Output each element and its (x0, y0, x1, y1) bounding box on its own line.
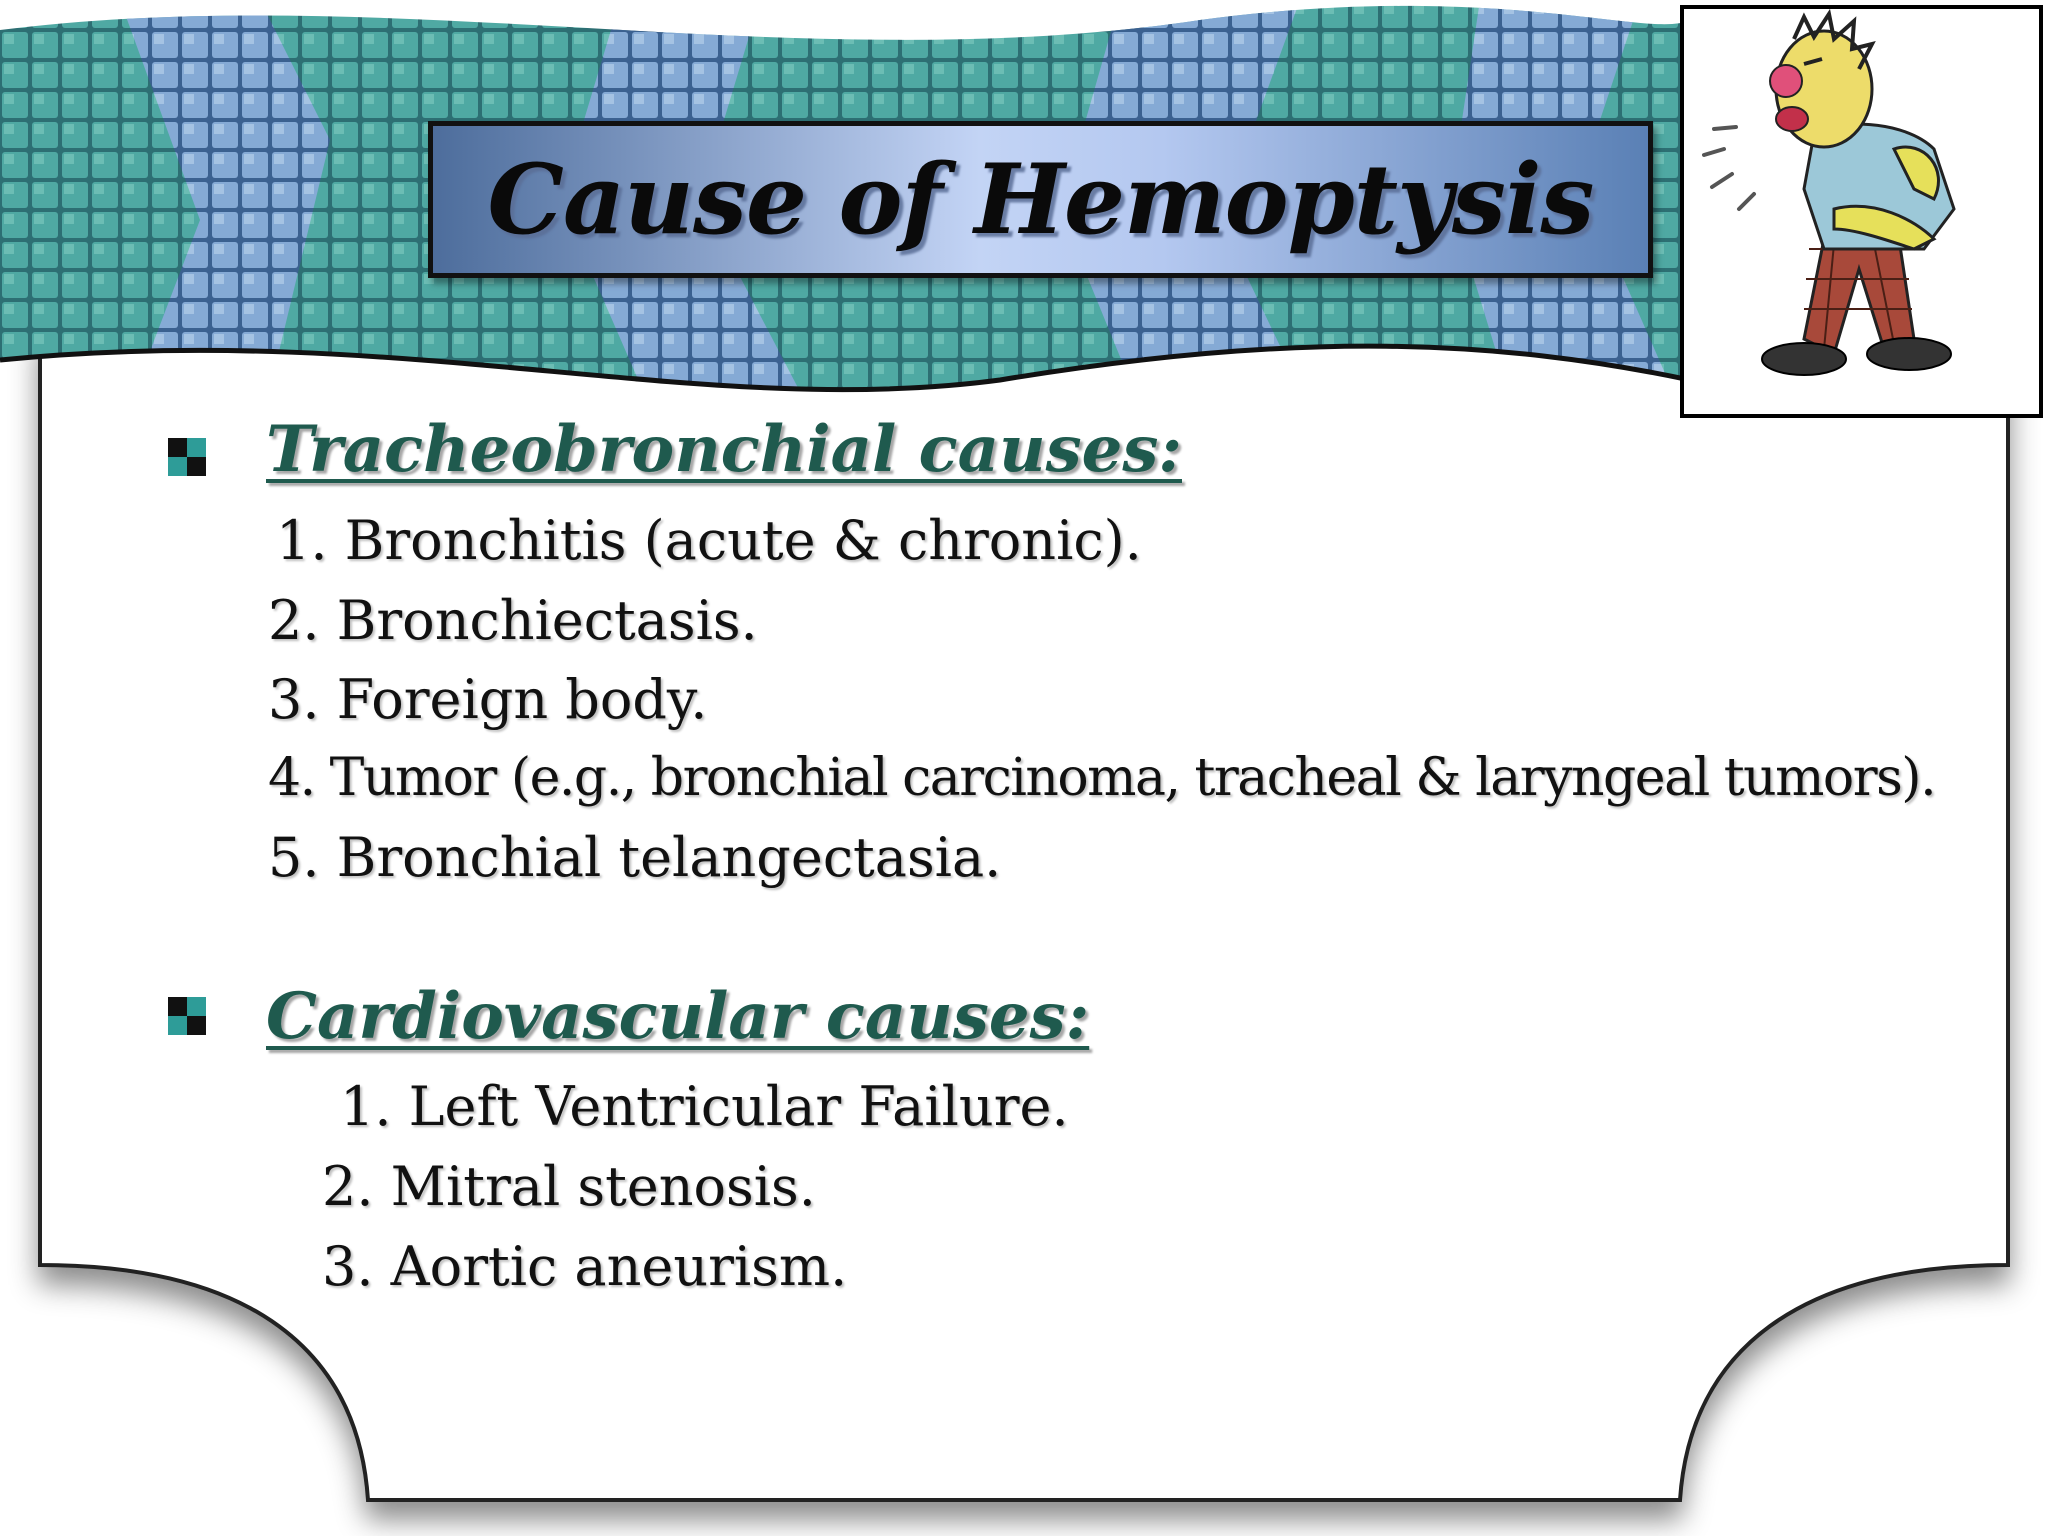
list-item: 2. Bronchiectasis. (268, 589, 758, 652)
illustration-frame (1680, 5, 2043, 418)
list-item: 5. Bronchial telangectasia. (268, 826, 1002, 889)
list-item: 3. Aortic aneurism. (322, 1235, 848, 1298)
list-item: 1. Bronchitis (acute & chronic). (276, 509, 1142, 572)
list-item: 1. Left Ventricular Failure. (340, 1075, 1069, 1138)
list-item: 3. Foreign body. (268, 668, 708, 731)
list-item: 4. Tumor (e.g., bronchial carcinoma, tracheal & laryngeal tumors). (268, 748, 1936, 808)
section-heading-tracheobronchial: Tracheobronchial causes: (266, 412, 1182, 487)
coughing-man-icon (1684, 9, 2039, 414)
list-item: 2. Mitral stenosis. (322, 1155, 816, 1218)
title-banner (428, 121, 1653, 278)
content-panel (40, 330, 2008, 1500)
section-heading-cardiovascular: Cardiovascular causes: (266, 979, 1090, 1054)
square-bullet-icon (168, 438, 206, 476)
square-bullet-icon (168, 997, 206, 1035)
slide-title: Cause of Hemoptysis (487, 143, 1594, 256)
